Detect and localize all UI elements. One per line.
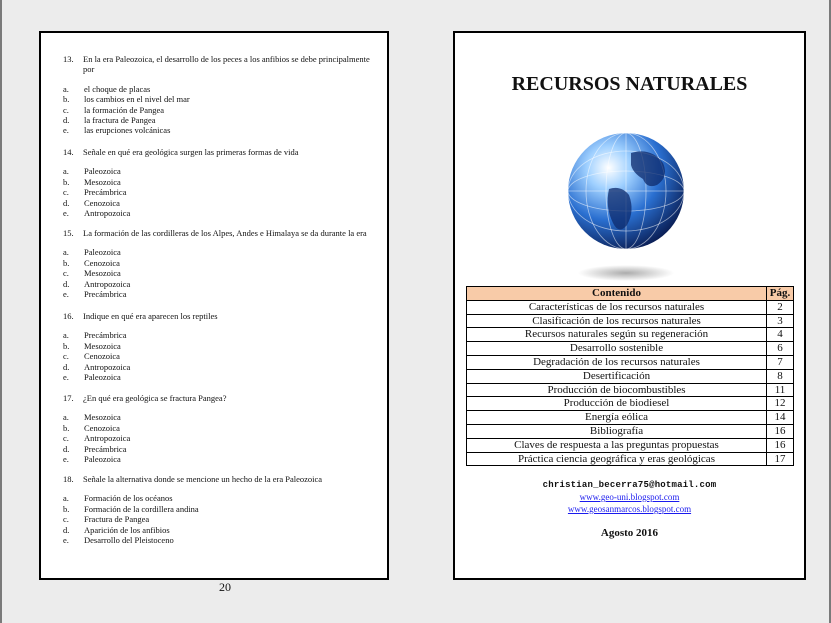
toc-entry-title: Características de los recursos naturales: [467, 300, 767, 314]
option-text: Paleozoica: [84, 247, 121, 258]
option-list: [63, 247, 378, 299]
option-text: Desarrollo del Pleistoceno: [84, 535, 174, 546]
answer-option: [63, 372, 378, 382]
option-text: el choque de placas: [84, 83, 151, 94]
toc-row: [467, 424, 794, 438]
answer-option: [63, 493, 378, 503]
toc-entry-page: 4: [767, 328, 794, 342]
question-line: [63, 474, 378, 484]
toc-row: [467, 397, 794, 411]
question-number: 17.: [63, 393, 74, 403]
option-letter: b.: [63, 340, 70, 351]
answer-option: [63, 208, 378, 218]
question-block: [63, 147, 378, 218]
left-page: [39, 31, 389, 580]
option-letter: b.: [63, 503, 70, 514]
toc-entry-page: 14: [767, 411, 794, 425]
answer-option: [63, 423, 378, 433]
answer-option: [63, 177, 378, 187]
toc-header-page: Pág.: [767, 287, 794, 301]
option-letter: a.: [63, 247, 69, 258]
question-line: [63, 311, 378, 321]
question-number: 18.: [63, 474, 74, 484]
question-line: [63, 228, 378, 238]
toc-entry-page: 16: [767, 424, 794, 438]
answer-option: [63, 115, 378, 125]
option-letter: e.: [63, 289, 69, 300]
option-letter: b.: [63, 422, 70, 433]
question-line: [63, 393, 378, 403]
answer-option: [63, 268, 378, 278]
answer-option: [63, 362, 378, 372]
answer-option: [63, 84, 378, 94]
answer-option: [63, 330, 378, 340]
answer-option: [63, 341, 378, 351]
answer-option: [63, 504, 378, 514]
question-number: 16.: [63, 311, 74, 321]
option-letter: a.: [63, 330, 69, 341]
option-letter: c.: [63, 433, 69, 444]
toc-row: [467, 452, 794, 466]
question-line: [63, 54, 378, 75]
answer-option: [63, 94, 378, 104]
option-text: Cenozoica: [84, 257, 120, 268]
question-text: La formación de las cordilleras de los Alpes, Andes e Himalaya se da durante la era: [83, 228, 367, 238]
question-text: Señale la alternativa donde se mencione un hecho de la era Paleozoica: [83, 474, 323, 484]
option-text: Formación de la cordillera andina: [84, 503, 199, 514]
option-letter: e.: [63, 372, 69, 383]
option-letter: d.: [63, 197, 70, 208]
option-letter: a.: [63, 493, 69, 504]
option-text: Paleozoica: [84, 454, 121, 465]
answer-option: [63, 125, 378, 135]
answer-option: [63, 198, 378, 208]
option-text: Cenozoica: [84, 422, 120, 433]
answer-option: [63, 433, 378, 443]
question-line: [63, 147, 378, 157]
answer-option: [63, 105, 378, 115]
document-title: RECURSOS NATURALES: [511, 73, 748, 95]
toc-entry-page: 11: [767, 383, 794, 397]
option-text: Precámbrica: [84, 330, 127, 341]
option-text: Antropozoica: [84, 361, 131, 372]
toc-row: [467, 342, 794, 356]
question-block: [63, 228, 378, 299]
option-text: los cambios en el nivel del mar: [84, 94, 190, 105]
toc-entry-page: 12: [767, 397, 794, 411]
toc-row: [467, 300, 794, 314]
option-text: Mesozoica: [84, 412, 121, 423]
option-letter: d.: [63, 524, 70, 535]
option-text: Paleozoica: [84, 372, 121, 383]
option-letter: b.: [63, 94, 70, 105]
question-block: [63, 393, 378, 464]
option-list: [63, 493, 378, 545]
option-text: Precámbrica: [84, 187, 127, 198]
question-text: En la era Paleozoica, el desarrollo de los peces a los anfibios se debe principalmente por: [83, 54, 370, 75]
toc-row: [467, 355, 794, 369]
toc-entry-title: Clasificación de los recursos naturales: [467, 314, 767, 328]
toc-entry-page: 6: [767, 342, 794, 356]
question-number: 15.: [63, 228, 74, 238]
toc-entry-title: Producción de biodiesel: [467, 397, 767, 411]
toc-entry-page: 8: [767, 369, 794, 383]
answer-option: [63, 525, 378, 535]
toc-entry-title: Claves de respuesta a las preguntas propuestas: [467, 438, 767, 452]
toc-entry-title: Desarrollo sostenible: [467, 342, 767, 356]
option-text: Antropozoica: [84, 278, 131, 289]
toc-entry-title: Producción de biocombustibles: [467, 383, 767, 397]
option-list: [63, 84, 378, 136]
author-email: christian_becerra75@hotmail.com: [542, 480, 717, 490]
option-text: Cenozoica: [84, 351, 120, 362]
window-edge-left: [0, 0, 2, 623]
globe-icon: [561, 123, 691, 283]
option-letter: c.: [63, 514, 69, 525]
option-text: Formación de los océanos: [84, 493, 173, 504]
option-text: la formación de Pangea: [84, 104, 165, 115]
option-letter: d.: [63, 278, 70, 289]
option-text: Paleozoica: [84, 166, 121, 177]
toc-entry-page: 3: [767, 314, 794, 328]
answer-option: [63, 247, 378, 257]
question-number: 13.: [63, 54, 74, 64]
page-number: 20: [219, 580, 231, 594]
option-letter: c.: [63, 104, 69, 115]
option-text: Mesozoica: [84, 340, 121, 351]
option-text: Mesozoica: [84, 176, 121, 187]
question-block: [63, 311, 378, 382]
question-block: [63, 474, 378, 545]
question-text: Indique en qué era aparecen los reptiles: [83, 311, 218, 321]
option-letter: b.: [63, 176, 70, 187]
option-text: Antropozoica: [84, 208, 131, 219]
option-text: la fractura de Pangea: [84, 115, 156, 126]
answer-option: [63, 412, 378, 422]
answer-option: [63, 351, 378, 361]
question-text: ¿En qué era geológica se fractura Pangea?: [83, 393, 227, 403]
option-list: [63, 412, 378, 464]
option-letter: e.: [63, 125, 69, 136]
option-letter: c.: [63, 268, 69, 279]
option-letter: a.: [63, 412, 69, 423]
blog-link-geo-uni[interactable]: www.geo-uni.blogspot.com: [579, 492, 680, 502]
option-text: Precámbrica: [84, 443, 127, 454]
option-letter: d.: [63, 361, 70, 372]
option-list: [63, 330, 378, 382]
answer-option: [63, 187, 378, 197]
publication-date: Agosto 2016: [600, 527, 659, 539]
toc-entry-page: 2: [767, 300, 794, 314]
answer-option: [63, 258, 378, 268]
toc-row: [467, 328, 794, 342]
option-letter: d.: [63, 443, 70, 454]
toc-entry-page: 7: [767, 355, 794, 369]
answer-option: [63, 454, 378, 464]
question-text: Señale en qué era geológica surgen las primeras formas de vida: [83, 147, 299, 157]
option-letter: e.: [63, 208, 69, 219]
toc-row: [467, 383, 794, 397]
contents-table: [466, 286, 794, 466]
option-text: Antropozoica: [84, 433, 131, 444]
toc-row: [467, 314, 794, 328]
toc-row: [467, 438, 794, 452]
right-page: [453, 31, 806, 580]
option-letter: c.: [63, 351, 69, 362]
option-letter: a.: [63, 83, 69, 94]
option-letter: b.: [63, 257, 70, 268]
question-block: [63, 54, 378, 136]
question-number: 14.: [63, 147, 74, 157]
answer-option: [63, 289, 378, 299]
option-letter: d.: [63, 115, 70, 126]
toc-row: [467, 411, 794, 425]
toc-entry-title: Degradación de los recursos naturales: [467, 355, 767, 369]
toc-row: [467, 369, 794, 383]
option-letter: e.: [63, 454, 69, 465]
option-text: Cenozoica: [84, 197, 120, 208]
answer-option: [63, 514, 378, 524]
toc-entry-title: Bibliografía: [467, 424, 767, 438]
answer-option: [63, 535, 378, 545]
option-letter: c.: [63, 187, 69, 198]
blog-link-geosanmarcos[interactable]: www.geosanmarcos.blogspot.com: [567, 504, 692, 514]
toc-entry-page: 17: [767, 452, 794, 466]
option-letter: e.: [63, 535, 69, 546]
toc-entry-title: Práctica ciencia geográfica y eras geológicas: [467, 452, 767, 466]
toc-header-content: Contenido: [467, 287, 767, 301]
toc-entry-page: 16: [767, 438, 794, 452]
option-letter: a.: [63, 166, 69, 177]
answer-option: [63, 166, 378, 176]
option-text: Precámbrica: [84, 289, 127, 300]
answer-option: [63, 279, 378, 289]
option-text: Fractura de Pangea: [84, 514, 150, 525]
toc-entry-title: Desertificación: [467, 369, 767, 383]
option-list: [63, 166, 378, 218]
option-text: Mesozoica: [84, 268, 121, 279]
toc-entry-title: Recursos naturales según su regeneración: [467, 328, 767, 342]
answer-option: [63, 444, 378, 454]
option-text: las erupciones volcánicas: [84, 125, 171, 136]
option-text: Aparición de los anfibios: [84, 524, 170, 535]
toc-entry-title: Energía eólica: [467, 411, 767, 425]
